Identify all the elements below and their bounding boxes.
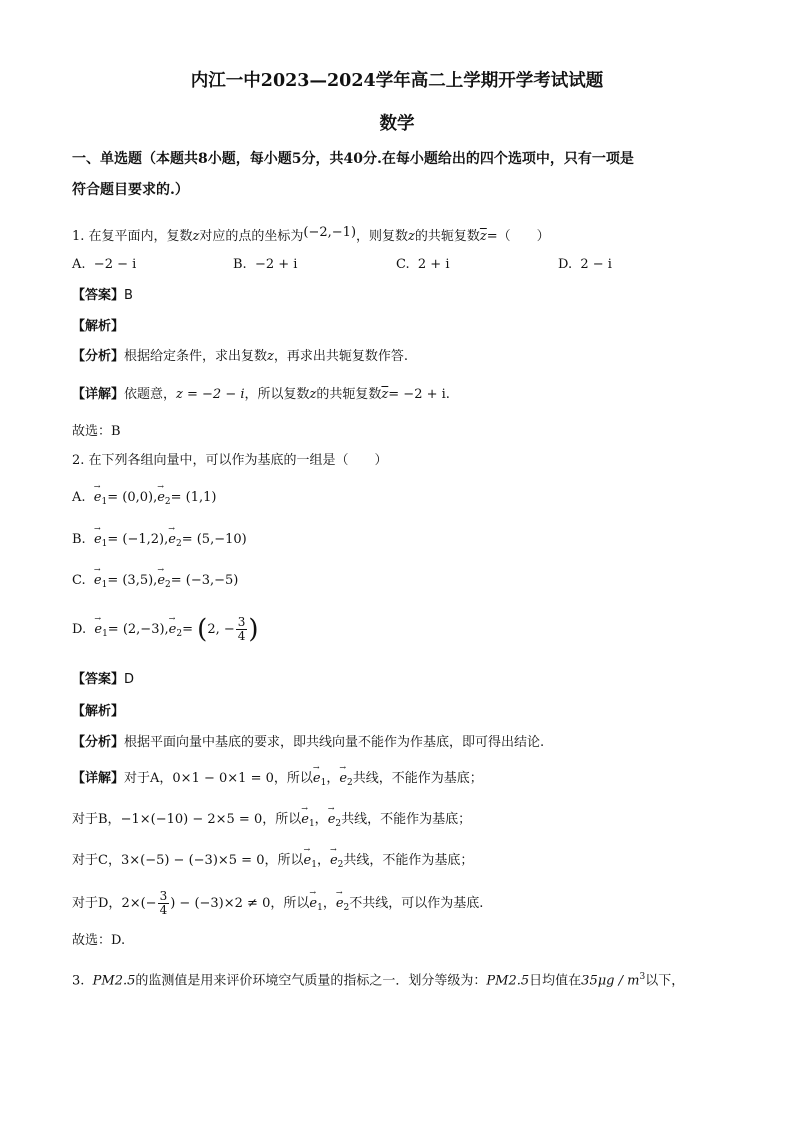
- q2-detail-a-e1-sub: 1: [320, 778, 327, 788]
- section-heading-line2: 符合题目要求的.）: [72, 182, 189, 198]
- q1-answer-tag: 【答案】: [72, 288, 125, 303]
- q2-detail-b-eq: −1×(−10) − 2×5 = 0: [120, 812, 263, 827]
- q2-a-e1-val: = (0,0),: [107, 490, 158, 505]
- q2-detail-b-e2: → e: [328, 811, 336, 829]
- q2-detail-a-eq: 0×1 − 0×1 = 0: [172, 771, 274, 786]
- q2-detail-d-eq-post: ) − (−3)×2 ≠ 0: [170, 896, 271, 911]
- q2-answer-tag: 【答案】: [72, 672, 125, 687]
- q1-z2: z: [408, 229, 415, 244]
- q1-option-c: [396, 256, 449, 274]
- q2-detail-d-eq-pre: 2×(−: [121, 896, 157, 911]
- q2-detail-c-mid: ，所以: [264, 853, 304, 868]
- q2-detail-a: [72, 770, 483, 792]
- q2-detail-a-comma: ，: [326, 771, 340, 786]
- q1-option-a-text: −2 − i: [93, 257, 137, 272]
- subject-title: 数学: [379, 114, 415, 134]
- q2-detail-d-mid: ，所以: [270, 896, 310, 911]
- q2-fenxi-tag: 【分析】: [72, 735, 125, 750]
- q2-detail-b-e1: → e: [301, 811, 309, 829]
- q1-option-d-label: D.: [558, 257, 573, 272]
- q2-d-e1-sub: 1: [102, 629, 108, 639]
- q1-xiangjie-zbar: $\overline{z}$: [381, 387, 389, 402]
- q1-xiangjie-mid2: 的共轭复数: [316, 387, 382, 402]
- q3-sup: 3: [639, 972, 646, 982]
- q2-detail-b: [72, 811, 471, 833]
- q2-detail-d-e1: → e: [309, 890, 317, 918]
- q2-detail-b-pre: 对于B，: [72, 812, 121, 827]
- q2-a-e2-sub: 2: [164, 497, 171, 507]
- q2-detail-c-e1-sub: 1: [311, 860, 317, 870]
- q1-option-c-text: 2 + i: [417, 257, 450, 272]
- q2-detail-b-comma: ，: [314, 812, 328, 827]
- q2-a-e2-val: = (1,1): [170, 490, 217, 505]
- q2-detail-b-e2-sub: 2: [335, 819, 342, 829]
- q2-detail-d-pre: 对于D，: [72, 896, 122, 911]
- q2-d-e1: → e: [94, 612, 102, 648]
- q2-c-e2: → e: [157, 572, 165, 590]
- q1-option-b-text: −2 + i: [254, 257, 298, 272]
- q1-option-a: [72, 256, 136, 274]
- q1-conclusion: 故选：B: [72, 424, 121, 439]
- q2-c-e1: → e: [94, 572, 102, 590]
- q2-conclusion: 故选：D.: [72, 933, 126, 948]
- q2-a-e2: → e: [157, 489, 165, 507]
- q2-detail-b-mid: ，所以: [262, 812, 302, 827]
- q1-jiexi-tag: 【解析】: [72, 319, 125, 334]
- q2-b-e2-val: = (5,−10): [181, 532, 247, 547]
- q1-xiangjie-end: .: [445, 387, 450, 402]
- q2-answer-value: D: [124, 672, 135, 687]
- q2-detail-c-comma: ，: [316, 853, 330, 868]
- q2-detail-c-e1: → e: [304, 852, 312, 870]
- q2-detail-a-pre: 对于A，: [124, 771, 173, 786]
- q1-option-b: [233, 256, 297, 274]
- q2-jiexi-tag: 【解析】: [72, 704, 125, 719]
- q2-c-e1-val: = (3,5),: [107, 573, 158, 588]
- q2-detail-d-e1-sub: 1: [317, 903, 323, 913]
- q1-zbar: $\overline{z}$: [479, 229, 487, 244]
- q2-option-d: [72, 612, 259, 652]
- q1-xiangjie-pre: 依题意，: [124, 387, 177, 402]
- q2-a-e1: → e: [94, 489, 102, 507]
- q1-xiangjie-mid: ，所以复数: [244, 387, 310, 402]
- q1-option-a-label: A.: [72, 257, 86, 272]
- q1-xiangjie: [72, 386, 450, 404]
- q1-option-d: [558, 256, 612, 274]
- q2-detail-b-e1-sub: 1: [308, 819, 315, 829]
- q2-d-fraction: [236, 616, 248, 643]
- q1-option-c-label: C.: [396, 257, 410, 272]
- q1-stem-post: ，则复数: [356, 229, 409, 244]
- q1-fenxi-z: z: [267, 349, 274, 364]
- q1-stem-post2: 的共轭复数: [414, 229, 480, 244]
- q2-xiangjie-tag: 【详解】: [72, 771, 125, 786]
- q2-a-e1-sub: 1: [101, 497, 108, 507]
- q1-answer: [72, 287, 133, 305]
- q3-value: 35μg / m: [581, 973, 640, 989]
- q2-b-e1-sub: 1: [101, 539, 108, 549]
- q2-stem: 2. 在下列各组向量中，可以作为基底的一组是（ ）: [72, 453, 388, 468]
- q2-detail-c-pre: 对于C，: [72, 853, 121, 868]
- q2-detail-d-fraction: [158, 890, 170, 917]
- q2-d-e2-eq: =: [182, 622, 194, 637]
- q2-d-frac-den: 4: [237, 629, 246, 643]
- q3-text2: 日均值在: [529, 973, 582, 989]
- q3-stem: [72, 968, 684, 990]
- q1-option-d-text: 2 − i: [580, 257, 612, 272]
- q2-option-a: [72, 489, 217, 511]
- q2-detail-a-e2-sub: 2: [347, 778, 353, 788]
- q1-xiangjie-tag: 【详解】: [72, 387, 125, 402]
- q2-d-lparen: (: [197, 614, 208, 645]
- q2-b-e1: → e: [94, 531, 102, 549]
- q1-stem-end: =（ ）: [486, 229, 550, 244]
- q2-c-e1-sub: 1: [101, 580, 108, 590]
- q2-option-c: [72, 572, 238, 594]
- q3-text1: 的监测值是用来评价环境空气质量的指标之一．划分等级为：: [135, 973, 487, 989]
- q2-d-e2-sub: 2: [176, 629, 183, 639]
- q2-d-frac-num: 3: [237, 615, 246, 629]
- q1-xiangjie-eq: z = −2 − i: [176, 387, 245, 402]
- q2-fenxi: [72, 734, 544, 752]
- q1-z: z: [192, 229, 200, 244]
- q3-text3: 以下，: [645, 973, 685, 989]
- q2-detail-d-post: 不共线，可以作为基底.: [349, 896, 484, 911]
- q2-detail-c: [72, 852, 473, 874]
- q2-detail-c-post: 共线，不能作为基底；: [343, 853, 474, 868]
- q1-point: (−2,−1): [303, 225, 357, 240]
- q2-detail-a-mid: ，所以: [273, 771, 313, 786]
- q2-detail-d: [72, 890, 483, 922]
- q1-fenxi-pre: 根据给定条件，求出复数: [124, 349, 268, 364]
- section-heading-line1: 一、单选题（本题共8小题，每小题5分，共40分.在每小题给出的四个选项中，只有一项是: [72, 151, 634, 167]
- q2-option-c-label: C.: [72, 573, 86, 588]
- q1-option-b-label: B.: [233, 257, 247, 272]
- q2-b-e1-val: = (−1,2),: [107, 532, 169, 547]
- q2-d-e2: → e: [169, 612, 177, 648]
- q2-detail-b-post: 共线，不能作为基底；: [341, 812, 472, 827]
- q1-jiexi: [72, 318, 124, 336]
- q2-fenxi-text: 根据平面向量中基底的要求，即共线向量不能作为作基底，即可得出结论.: [124, 735, 545, 750]
- q2-b-e2: → e: [168, 531, 176, 549]
- q2-detail-c-e2-sub: 2: [337, 860, 344, 870]
- q2-c-e2-sub: 2: [165, 580, 171, 590]
- q2-detail-c-e2: → e: [330, 852, 338, 870]
- q2-answer: [72, 671, 134, 689]
- q1-xiangjie-z: z: [309, 387, 317, 402]
- q2-detail-d-e2-sub: 2: [343, 903, 350, 913]
- q3-pm2: PM2.5: [486, 973, 530, 989]
- q2-c-e2-val: = (−3,−5): [170, 573, 239, 588]
- q2-detail-d-frac-num: 3: [159, 889, 168, 903]
- q2-option-b: [72, 531, 247, 553]
- q2-option-a-label: A.: [72, 490, 86, 505]
- q2-detail-a-e1: → e: [313, 770, 321, 788]
- q2-jiexi: [72, 703, 124, 721]
- exam-title: 内江一中2023—2024学年高二上学期开学考试试题: [190, 71, 604, 91]
- q2-detail-c-eq: 3×(−5) − (−3)×5 = 0: [120, 853, 265, 868]
- q2-d-e1-val: = (2,−3),: [107, 622, 169, 637]
- q2-detail-d-frac-den: 4: [159, 903, 168, 917]
- q1-fenxi-tag: 【分析】: [72, 349, 125, 364]
- q1-fenxi: [72, 348, 408, 366]
- q2-detail-d-comma: ，: [322, 896, 336, 911]
- q1-fenxi-post: ，再求出共轭复数作答.: [273, 349, 409, 364]
- q3-num: 3.: [72, 973, 85, 989]
- q2-option-b-label: B.: [72, 532, 86, 547]
- q2-option-d-label: D.: [72, 622, 87, 637]
- q2-d-e2-a: 2, −: [207, 622, 235, 637]
- q1-xiangjie-eq2: = −2 + i: [388, 387, 446, 402]
- q2-detail-a-e2: → e: [339, 770, 347, 788]
- q2-b-e2-sub: 2: [175, 539, 182, 549]
- q2-detail-d-e2: → e: [336, 890, 344, 918]
- q1-answer-value: B: [124, 288, 133, 303]
- q1-stem-pre: 1. 在复平面内，复数: [72, 229, 193, 244]
- q1-stem-mid: 对应的点的坐标为: [199, 229, 304, 244]
- q2-detail-a-post: 共线，不能作为基底；: [352, 771, 483, 786]
- q2-d-rparen: ): [248, 614, 259, 645]
- q3-pm: PM2.5: [92, 973, 136, 989]
- q1-stem: [72, 224, 550, 246]
